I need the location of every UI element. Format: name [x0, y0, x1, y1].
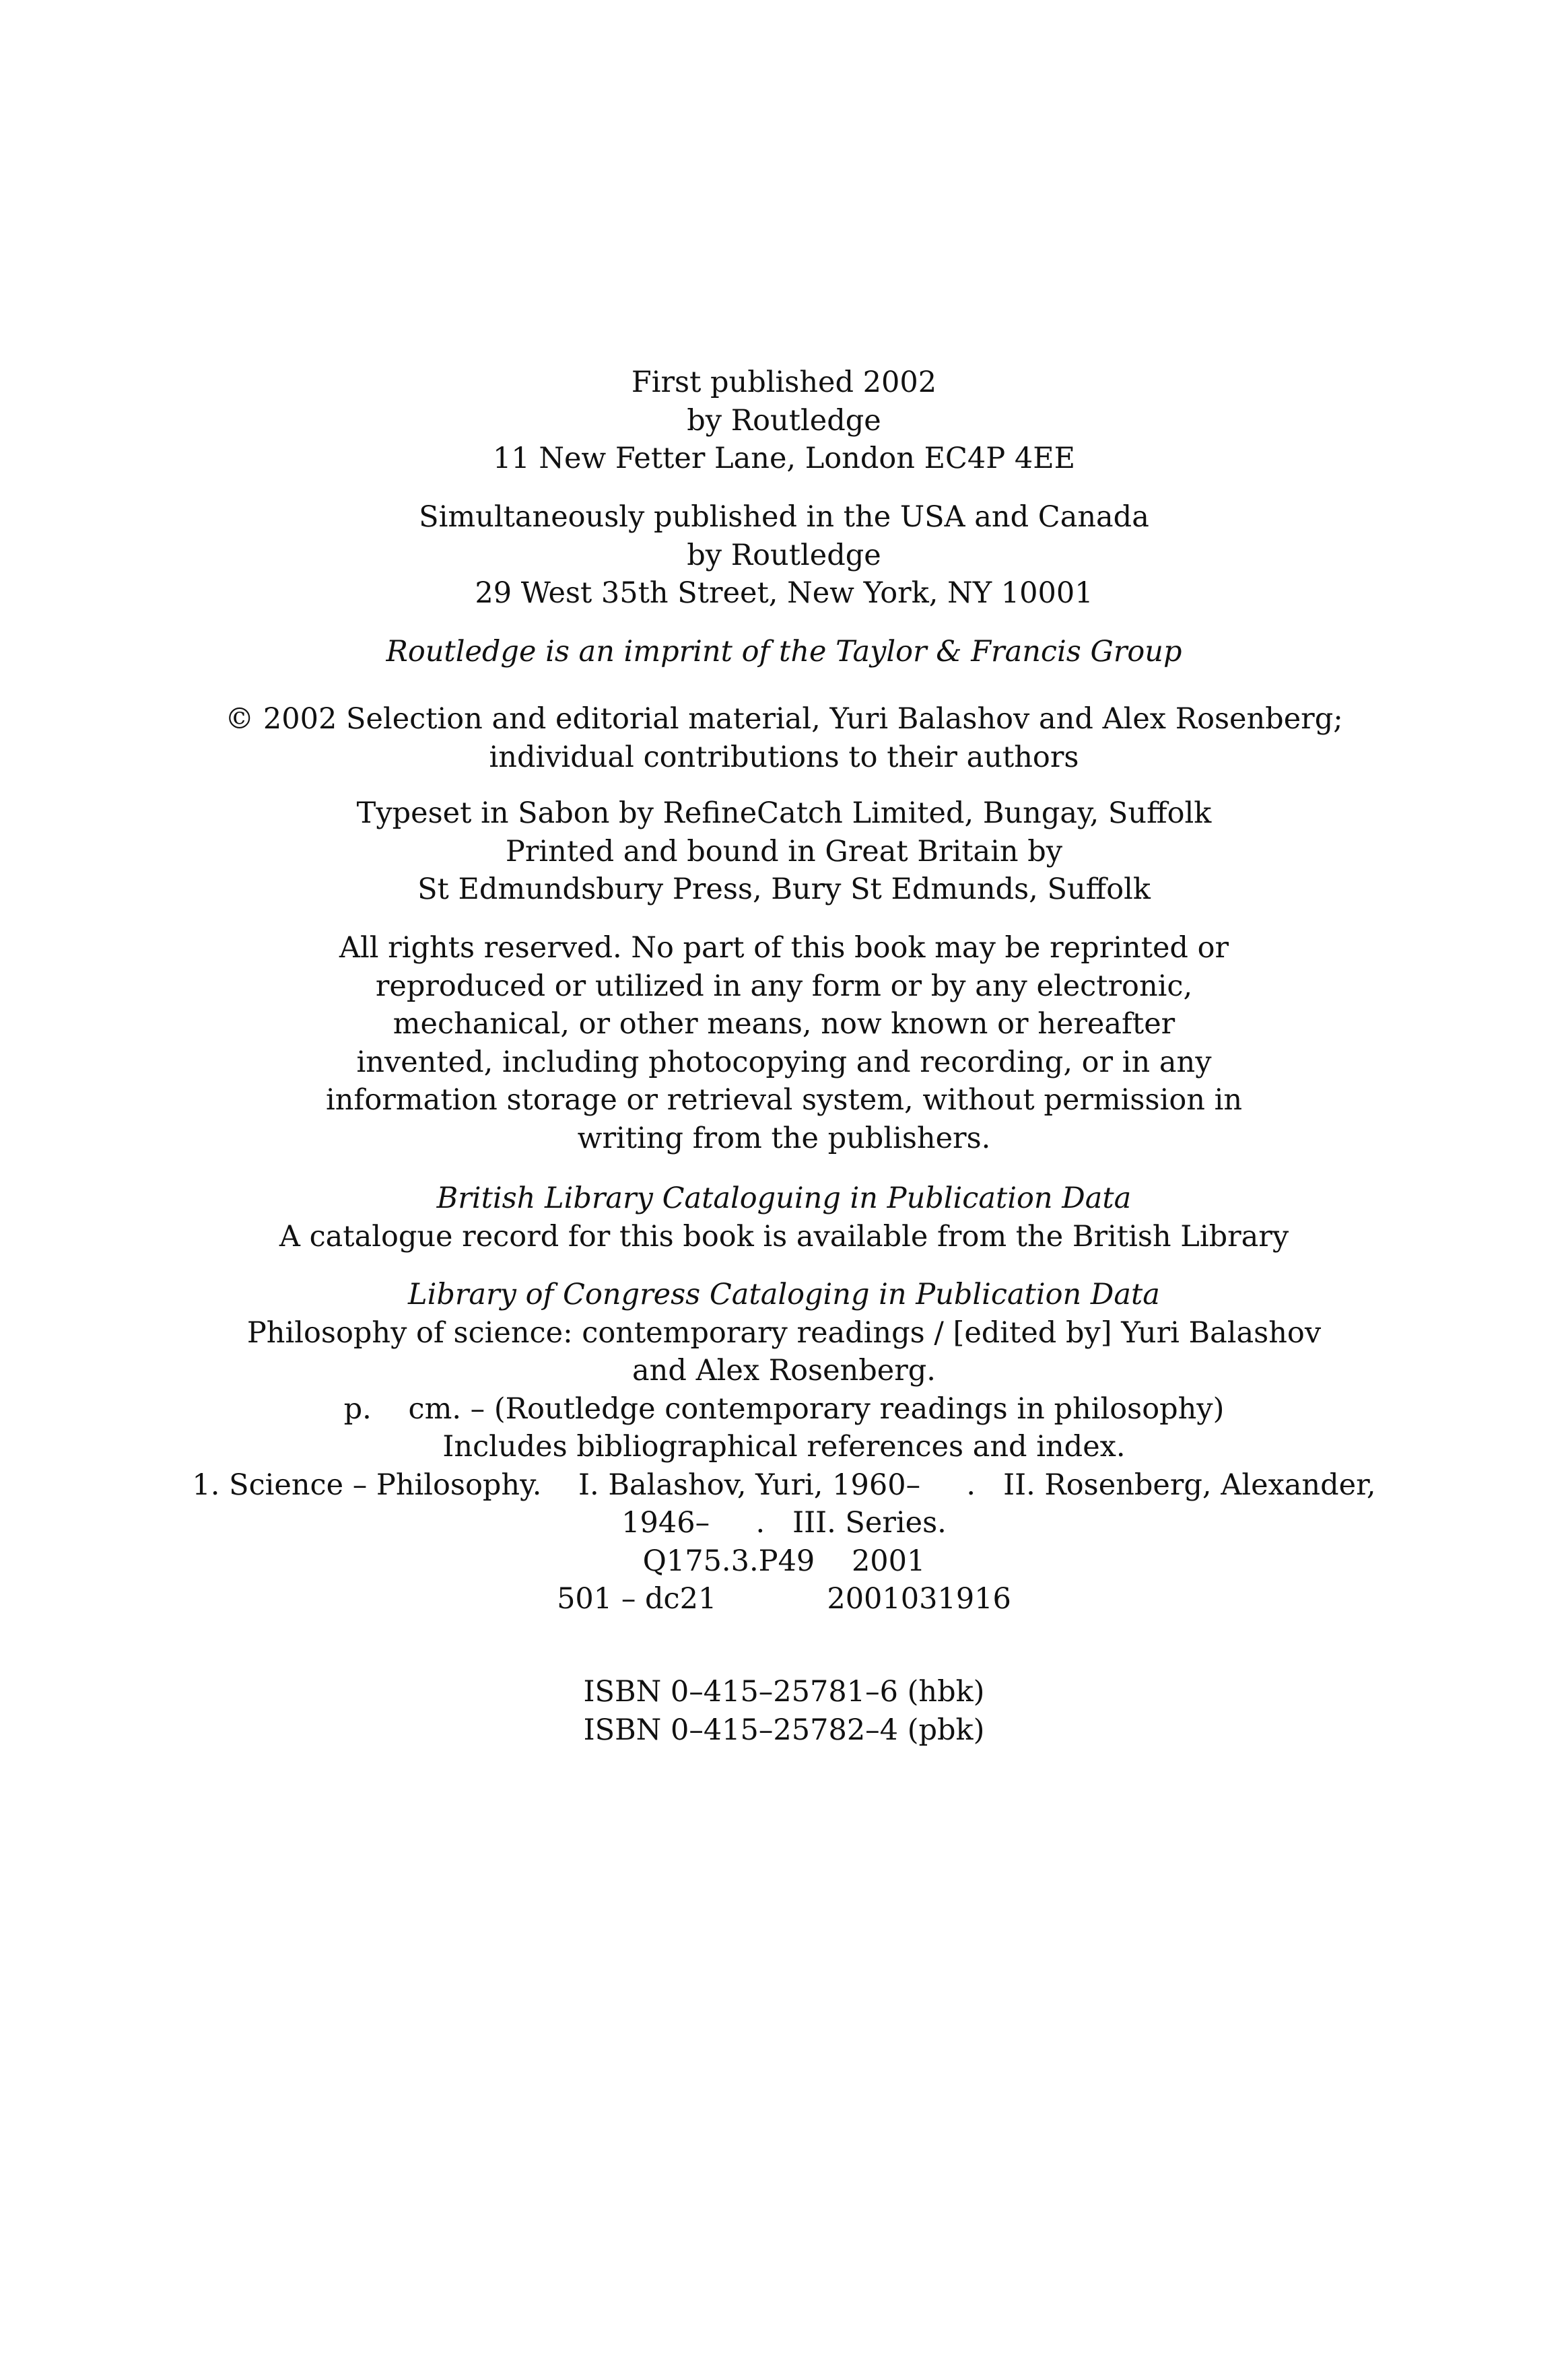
rights-line: invented, including photocopying and recording, or in any: [356, 1045, 1212, 1079]
loc-block: [0, 1276, 1568, 1618]
loc-title-line: and Alex Rosenberg.: [632, 1354, 936, 1387]
first-published: First published 2002: [631, 366, 937, 399]
printed-line: Printed and bound in Great Britain by: [505, 834, 1063, 868]
typeset-line: Typeset in Sabon by RefineCatch Limited, Bungay, Suffolk: [356, 796, 1212, 830]
publisher-line: by Routledge: [687, 403, 881, 438]
rights-line: All rights reserved. No part of this book may be reprinted or: [339, 931, 1229, 965]
rights-line: reproduced or utilized in any form or by any electronic,: [375, 969, 1193, 1003]
british-library-text: A catalogue record for this book is available from the British Library: [279, 1219, 1289, 1254]
copyright-line: © 2002 Selection and editorial material, Yuri Balashov and Alex Rosenberg;: [225, 702, 1343, 736]
publisher-line-us: by Routledge: [687, 538, 881, 572]
british-library-block: [0, 1179, 1568, 1256]
loc-includes-line: Includes bibliographical references and index.: [442, 1430, 1126, 1464]
us-publication-block: [0, 498, 1568, 613]
publisher-address-us: 29 West 35th Street, New York, NY 10001: [475, 576, 1093, 610]
rights-line: information storage or retrieval system, without permission in: [325, 1083, 1243, 1117]
copyright-contributions: individual contributions to their authors: [489, 740, 1079, 774]
loc-title-line: Philosophy of science: contemporary readings / [edited by] Yuri Balashov: [246, 1315, 1322, 1350]
rights-block: [0, 929, 1568, 1157]
loc-subjects-line: 1. Science – Philosophy. I. Balashov, Yuri, 1960– . II. Rosenberg, Alexander,: [192, 1468, 1376, 1502]
rights-line: mechanical, or other means, now known or hereafter: [393, 1007, 1175, 1041]
loc-dewey-line: 501 – dc21 2001031916: [557, 1582, 1011, 1616]
copyright-block: [0, 700, 1568, 776]
loc-call-number: Q175.3.P49 2001: [642, 1544, 926, 1578]
isbn-pbk: ISBN 0–415–25782–4 (pbk): [583, 1713, 985, 1747]
loc-pcm-line: p. cm. – (Routledge contemporary readings in philosophy): [343, 1392, 1225, 1426]
isbn-block: [0, 1673, 1568, 1749]
rights-line: writing from the publishers.: [577, 1121, 991, 1155]
loc-subjects-line: 1946– . III. Series.: [621, 1506, 947, 1540]
publisher-address-uk: 11 New Fetter Lane, London EC4P 4EE: [492, 442, 1076, 475]
simultaneous-publication: Simultaneously published in the USA and Canada: [419, 500, 1149, 534]
production-block: [0, 794, 1568, 909]
imprint-block: [0, 633, 1568, 671]
publication-block: [0, 364, 1568, 478]
british-library-heading: British Library Cataloguing in Publication Data: [436, 1181, 1132, 1215]
press-line: St Edmundsbury Press, Bury St Edmunds, Suffolk: [417, 872, 1151, 906]
isbn-hbk: ISBN 0–415–25781–6 (hbk): [583, 1675, 985, 1709]
imprint-note: Routledge is an imprint of the Taylor & Francis Group: [386, 635, 1182, 669]
loc-heading: Library of Congress Cataloging in Publication Data: [408, 1278, 1160, 1311]
